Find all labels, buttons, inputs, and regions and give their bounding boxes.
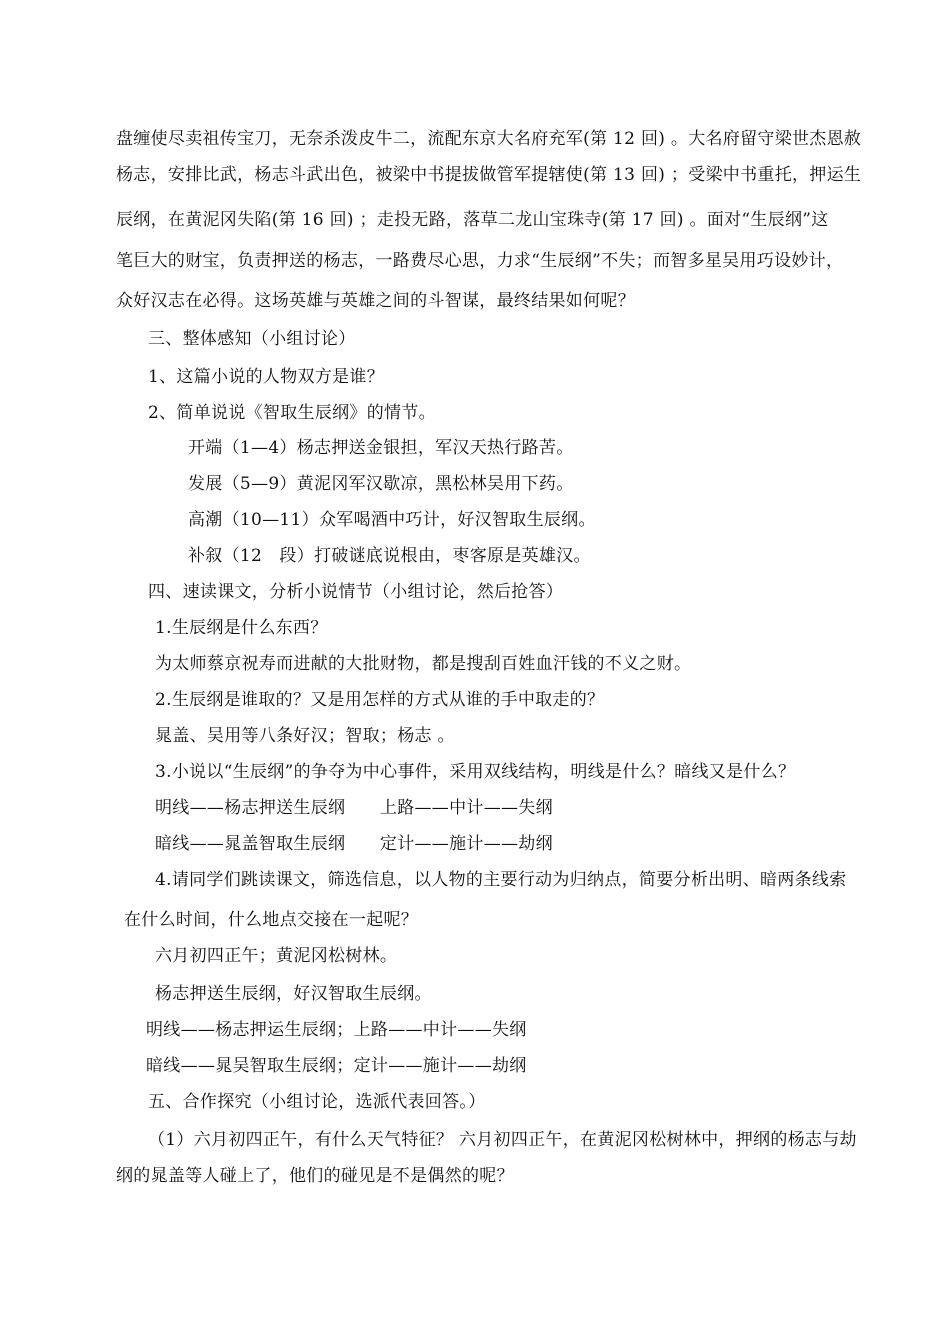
question-line: 4.请同学们跳读课文，筛选信息，以人物的主要行动为归纳点，简要分析出明、暗两条线索	[155, 870, 847, 890]
question-line: 1、这篇小说的人物双方是谁？	[148, 367, 385, 387]
answer-line: 六月初四正午；黄泥冈松树林。	[155, 946, 398, 966]
paragraph-line: 笔巨大的财宝，负责押送的杨志，一路费尽心思，力求“生辰纲”不失；而智多星吴用巧设妙计，	[116, 251, 844, 271]
plot-item: 发展（5—9）黄泥冈军汉歇凉，黑松林吴用下药。	[188, 474, 574, 494]
section-heading: 三、整体感知（小组讨论）	[148, 329, 356, 349]
question-line: 2.生辰纲是谁取的？又是用怎样的方式从谁的手中取走的？	[155, 690, 605, 710]
paragraph-line: 辰纲，在黄泥冈失陷(第 16 回) ；走投无路，落草二龙山宝珠寺(第 17 回) 。面对“生辰纲”这	[116, 210, 829, 230]
paragraph-line: 杨志，安排比武，杨志斗武出色，被梁中书提拔做管军提辖使(第 13 回) ；受梁中书重托，押运生	[116, 165, 862, 185]
paragraph-line: 盘缠使尽卖祖传宝刀，无奈杀泼皮牛二，流配东京大名府充军(第 12 回) 。大名府留守梁世杰恩赦	[116, 129, 862, 149]
question-line: 纲的晁盖等人碰上了，他们的碰见是不是偶然的呢？	[116, 1166, 514, 1186]
plot-item: 高潮（10—11）众军喝酒中巧计，好汉智取生辰纲。	[188, 510, 596, 530]
section-heading: 四、速读课文，分析小说情节（小组讨论，然后抢答）	[148, 582, 564, 602]
answer-line: 明线——杨志押送生辰纲 上路——中计——失纲	[155, 798, 553, 818]
plot-item: 开端（1—4）杨志押送金银担，军汉天热行路苦。	[188, 438, 574, 458]
question-line: 在什么时间，什么地点交接在一起呢？	[124, 910, 419, 930]
answer-line: 为太师蔡京祝寿而进献的大批财物，都是搜刮百姓血汗钱的不义之财。	[155, 654, 692, 674]
answer-line: 暗线——晁吴智取生辰纲；定计——施计——劫纲	[146, 1056, 527, 1076]
question-line: 2、简单说说《智取生辰纲》的情节。	[148, 403, 436, 423]
answer-line: 暗线——晁盖智取生辰纲 定计——施计——劫纲	[155, 834, 553, 854]
question-line: （1）六月初四正午，有什么天气特征？ 六月初四正午，在黄泥冈松树林中，押纲的杨志与劫	[148, 1130, 857, 1150]
answer-line: 明线——杨志押运生辰纲；上路——中计——失纲	[146, 1020, 527, 1040]
answer-line: 晁盖、吴用等八条好汉；智取；杨志 。	[155, 726, 455, 746]
answer-line: 杨志押送生辰纲，好汉智取生辰纲。	[155, 984, 432, 1004]
plot-item: 补叙（12 段）打破谜底说根由，枣客原是英雄汉。	[188, 546, 591, 566]
section-heading: 五、合作探究（小组讨论，选派代表回答。）	[148, 1092, 486, 1112]
paragraph-line: 众好汉志在必得。这场英雄与英雄之间的斗智谋，最终结果如何呢？	[116, 291, 635, 311]
question-line: 3.小说以“生辰纲”的争夺为中心事件，采用双线结构，明线是什么？暗线又是什么？	[155, 762, 796, 782]
question-line: 1.生辰纲是什么东西？	[155, 618, 328, 638]
